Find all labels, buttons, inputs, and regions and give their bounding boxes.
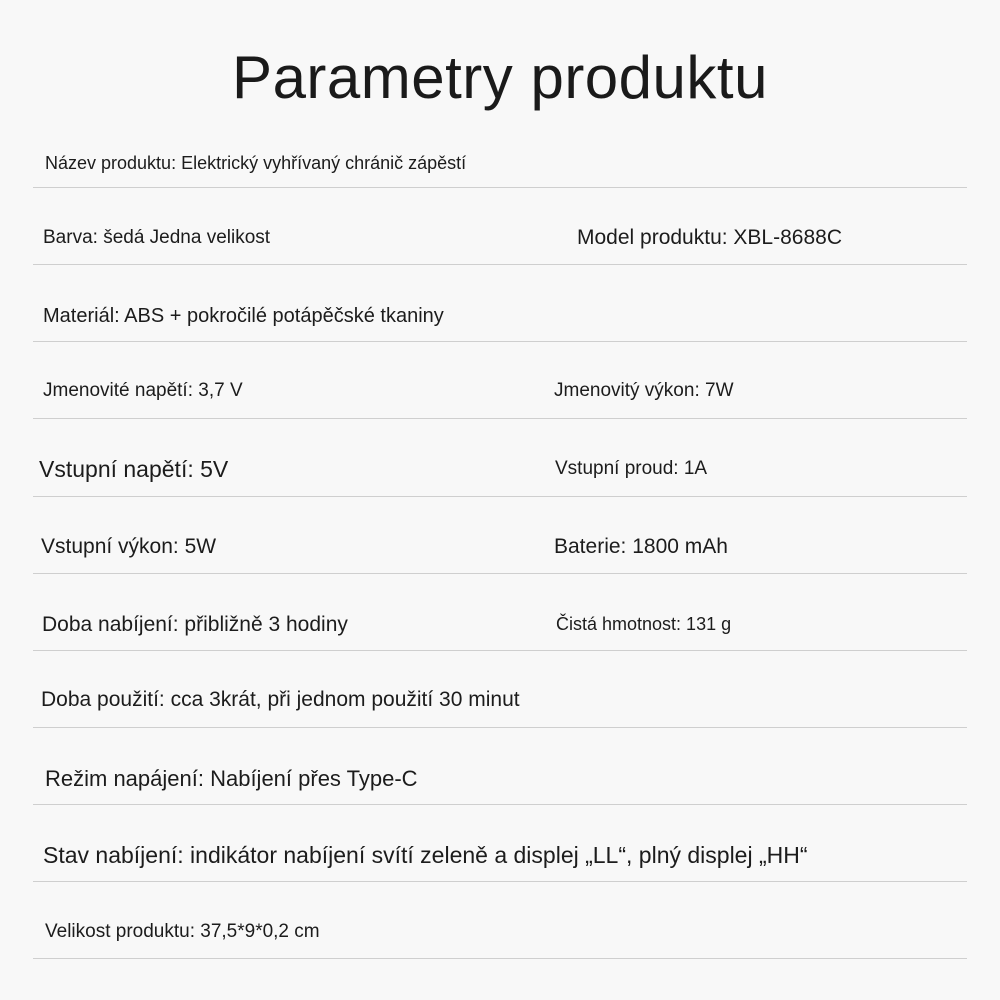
spec-input-power: Vstupní výkon: 5W [41, 535, 217, 558]
spec-rated-voltage: Jmenovité napětí: 3,7 V [43, 380, 243, 401]
spec-row-power-mode [33, 727, 967, 805]
spec-product-name: Název produktu: Elektrický vyhřívaný chránič zápěstí [45, 153, 467, 173]
spec-row-usage-time [33, 650, 967, 728]
spec-input-voltage: Vstupní napětí: 5V [39, 456, 229, 482]
spec-row-charging-status [33, 804, 967, 882]
spec-row-voltage-power [33, 341, 967, 419]
spec-row-product-size [33, 881, 967, 959]
spec-color: Barva: šedá Jedna velikost [43, 227, 271, 248]
spec-input-current: Vstupní proud: 1A [555, 458, 708, 479]
spec-row-input-voltage-current [33, 418, 967, 497]
spec-rated-power: Jmenovitý výkon: 7W [554, 380, 734, 401]
spec-battery: Baterie: 1800 mAh [554, 535, 728, 558]
spec-row-color-model [33, 187, 967, 265]
spec-product-size: Velikost produktu: 37,5*9*0,2 cm [45, 921, 320, 942]
spec-model: Model produktu: XBL-8688C [577, 226, 842, 249]
spec-material: Materiál: ABS + pokročilé potápěčské tkaniny [43, 305, 444, 327]
spec-usage-time: Doba použití: cca 3krát, při jednom použití 30 minut [41, 688, 520, 711]
spec-power-mode: Režim napájení: Nabíjení přes Type-C [45, 766, 418, 791]
page-title: Parametry produktu [232, 44, 768, 111]
spec-row-charging-weight [33, 573, 967, 651]
spec-charging-time: Doba nabíjení: přibližně 3 hodiny [42, 613, 348, 636]
spec-net-weight: Čistá hmotnost: 131 g [556, 614, 732, 634]
spec-row-material [33, 264, 967, 342]
spec-row-input-power-battery [33, 496, 967, 574]
spec-charging-status: Stav nabíjení: indikátor nabíjení svítí zeleně a displej „LL“, plný displej „HH“ [43, 842, 808, 868]
spec-row-product-name [33, 140, 967, 188]
